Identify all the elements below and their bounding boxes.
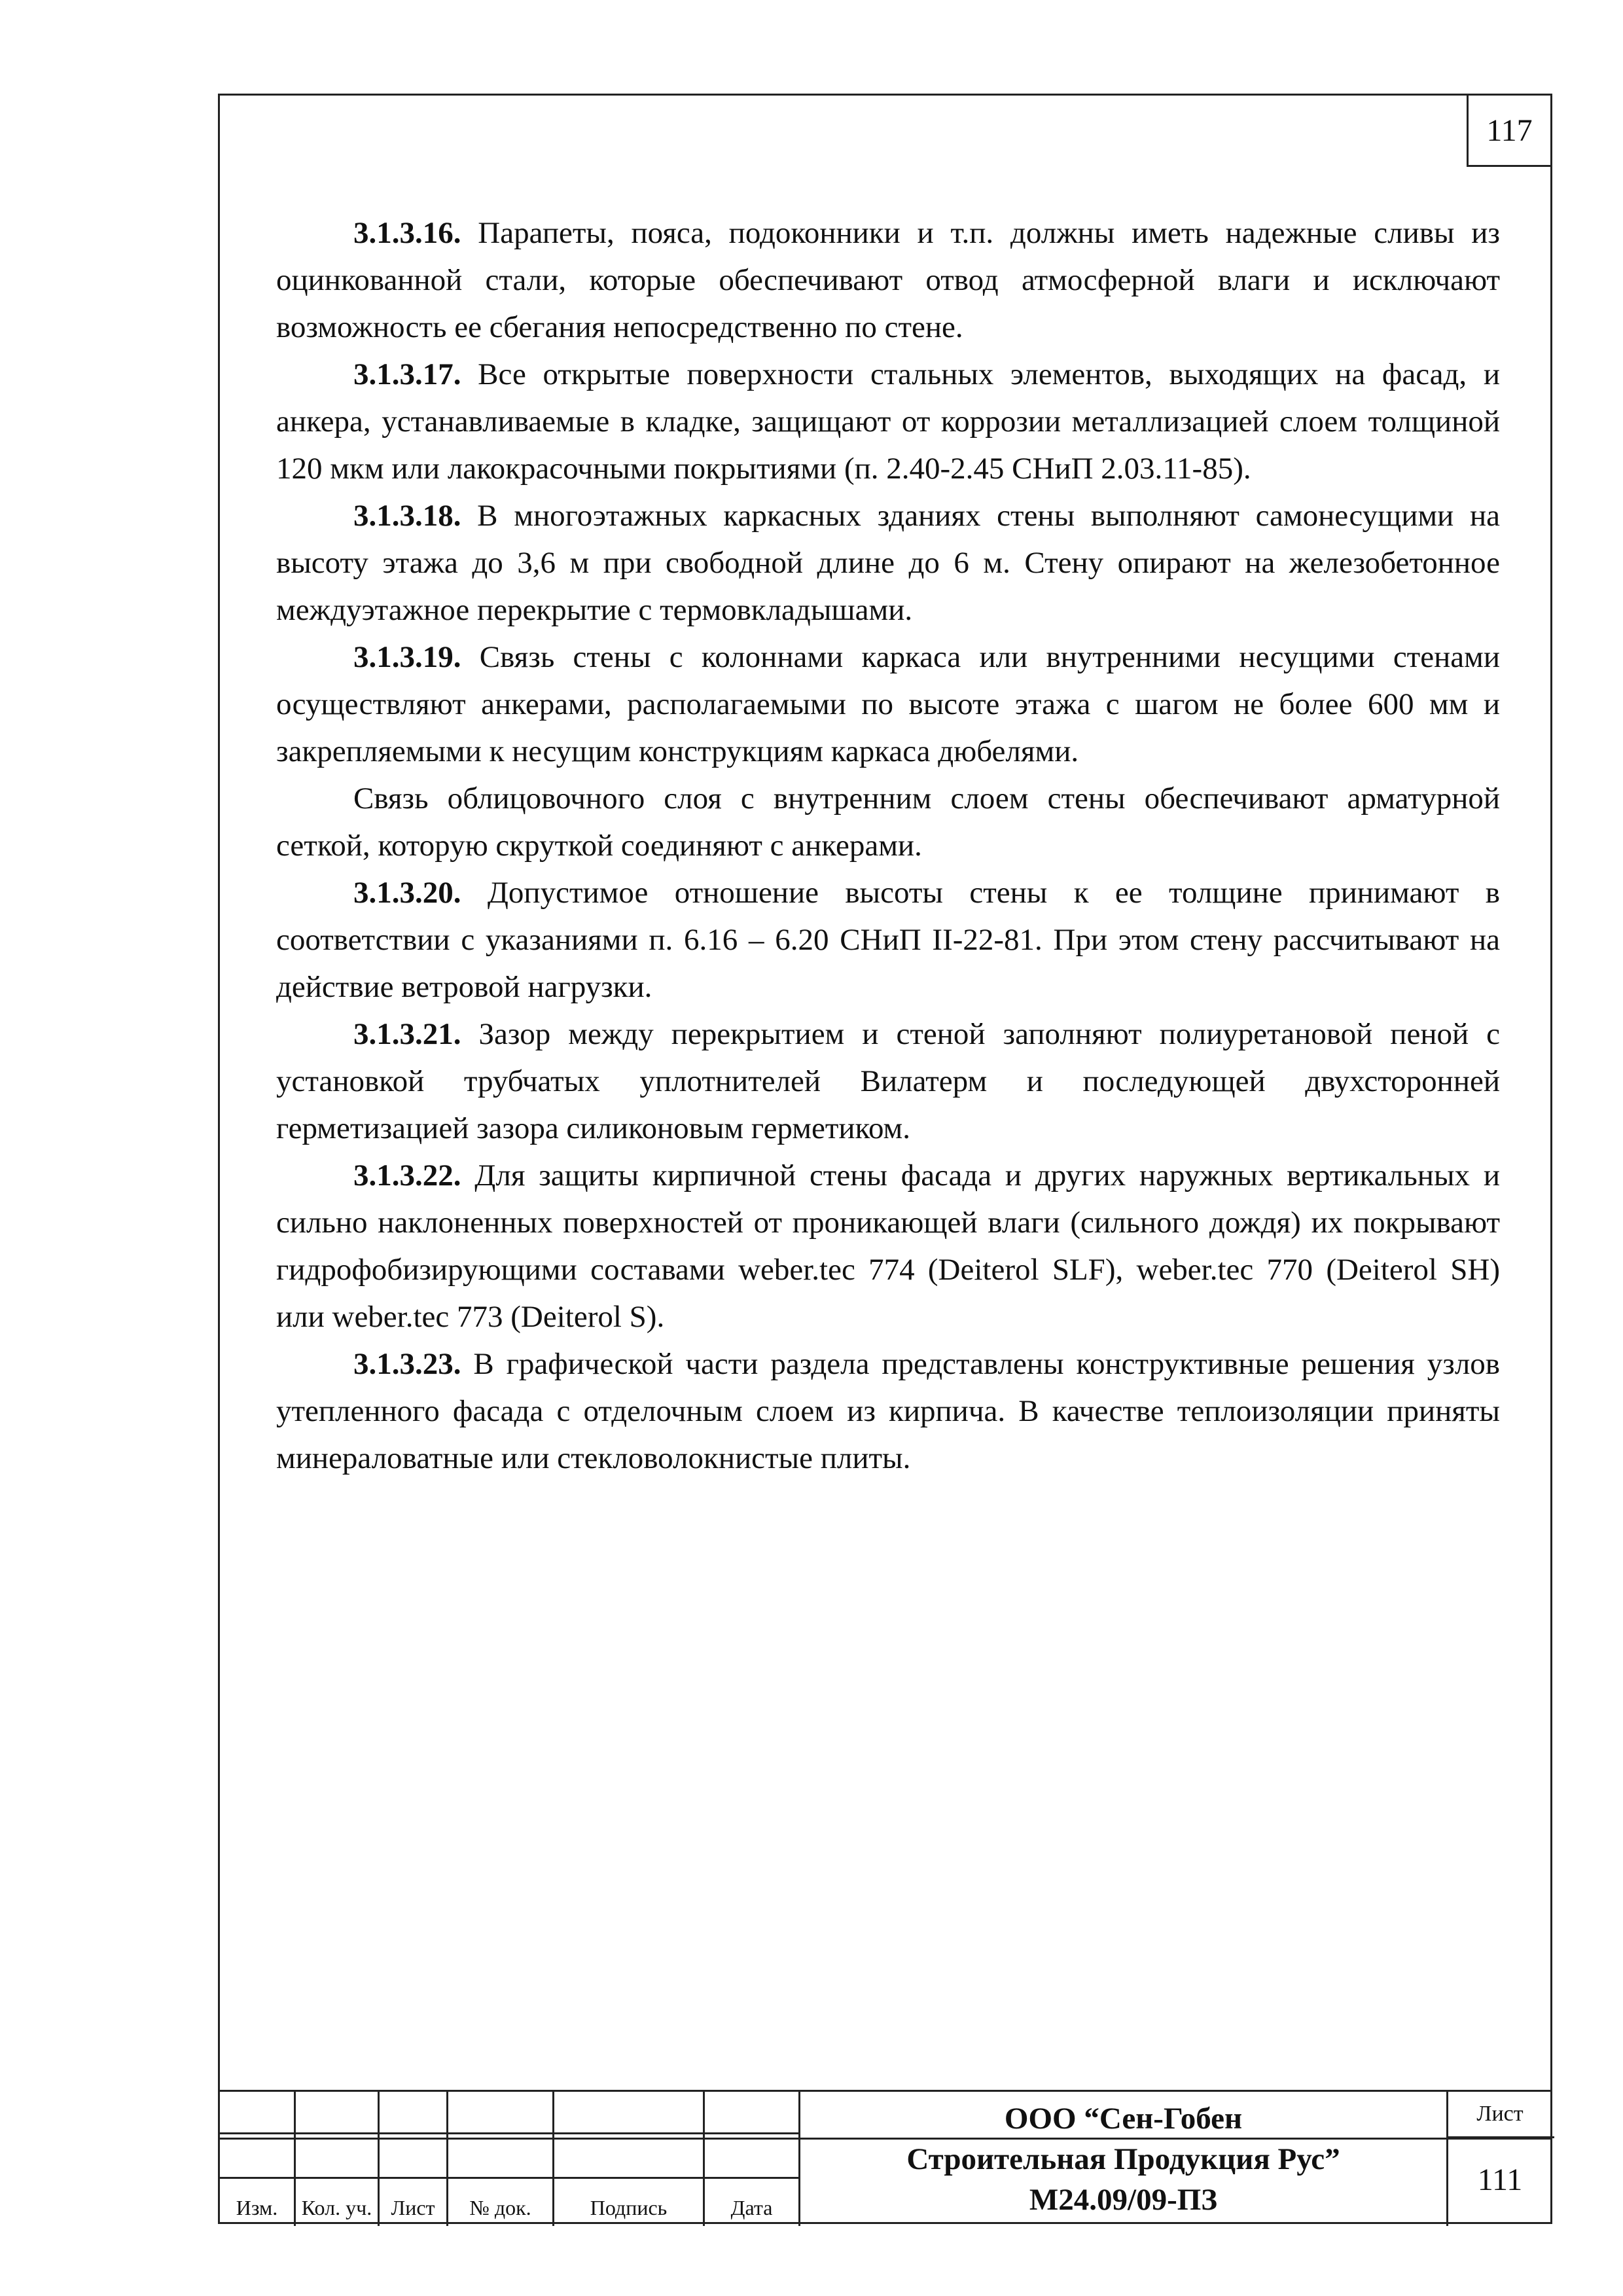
paragraph-text: Все открытые поверхности стальных элементов, выходящих на фасад, и анкера, устанавливаемые в кладке, защищают от коррозии металлизацией слоем толщиной 120 мкм или лакокрасочными покрытиями (п. 2.40-2.45 СНиП 2.03.11-85). [276, 357, 1500, 486]
clause-number: 3.1.3.18. [353, 499, 461, 533]
grid-line [220, 2177, 800, 2179]
paragraph-3-1-3-21 [276, 1011, 1500, 1152]
paragraph-3-1-3-20 [276, 869, 1500, 1011]
clause-number: 3.1.3.22. [353, 1158, 461, 1193]
page-number-text: 117 [1486, 113, 1533, 148]
paragraph-text: Зазор между перекрытием и стеной заполняют полиуретановой пеной с установкой трубчатых уплотнителей Вилатерм и последующей двухсторонней герметизацией зазора силиконовым герметиком. [276, 1017, 1500, 1145]
paragraph-3-1-3-19 [276, 634, 1500, 775]
clause-number: 3.1.3.20. [353, 876, 461, 910]
sheet-number: 111 [1477, 2162, 1523, 2197]
title-block [218, 2090, 1552, 2224]
clause-number: 3.1.3.16. [353, 216, 461, 250]
clause-number: 3.1.3.23. [353, 1347, 461, 1381]
document-body [276, 209, 1500, 1482]
clause-number: 3.1.3.17. [353, 357, 461, 391]
paragraph-3-1-3-17 [276, 351, 1500, 492]
title-line-1: ООО “Сен-Гобен [1004, 2101, 1243, 2136]
col-doc-number: № док. [469, 2196, 531, 2219]
paragraph-3-1-3-23 [276, 1340, 1500, 1482]
col-date: Дата [730, 2196, 773, 2219]
paragraph-text: Допустимое отношение высоты стены к ее толщине принимают в соответствии с указаниями п. 6.16 – 6.20 СНиП II-22-81. При этом стену рассчитывают на действие ветровой нагрузки. [276, 876, 1500, 1004]
paragraph-text: Парапеты, пояса, подоконники и т.п. должны иметь надежные сливы из оцинкованной стали, которые обеспечивают отвод атмосферной влаги и исключают возможность ее сбегания непосредственно по стене. [276, 216, 1500, 344]
paragraph-3-1-3-16 [276, 209, 1500, 351]
col-kol-uch: Кол. уч. [301, 2196, 372, 2219]
page-number [1467, 94, 1552, 167]
paragraph-text: В многоэтажных каркасных зданиях стены выполняют самонесущими на высоту этажа до 3,6 м при свободной длине до 6 м. Стену опирают на железобетонное междуэтажное перекрытие с термовкладышами. [276, 499, 1500, 627]
paragraph-text: В графической части раздела представлены конструктивные решения узлов утепленного фасада с отделочным слоем из кирпича. В качестве теплоизоляции приняты минераловатные или стекловолокнистые плиты. [276, 1347, 1500, 1475]
grid-line [220, 2132, 800, 2134]
clause-number: 3.1.3.19. [353, 640, 461, 674]
paragraph-text: Связь стены с колоннами каркаса или внутренними несущими стенами осуществляют анкерами, располагаемыми по высоте этажа с шагом не более 600 мм и закрепляемыми к несущим конструкциям каркаса дюбелями. [276, 640, 1500, 768]
paragraph-cladding-link [276, 775, 1500, 869]
clause-number: 3.1.3.21. [353, 1017, 461, 1051]
document-title [800, 2092, 1446, 2226]
paragraph-text: Связь облицовочного слоя с внутренним слоем стены обеспечивают арматурной сеткой, которую скруткой соединяют с анкерами. [276, 781, 1500, 863]
col-list: Лист [391, 2196, 435, 2219]
sheet-label: Лист [1476, 2102, 1524, 2126]
paragraph-text: Для защиты кирпичной стены фасада и других наружных вертикальных и сильно наклоненных поверхностей от проникающей влаги (сильного дождя) их покрывают гидрофобизирующими составами weber.tec 774 (Deiterol SLF), weber.tec 770 (Deiterol SH) или weber.tec 773 (Deiterol S). [276, 1158, 1500, 1334]
col-izm: Изм. [236, 2196, 278, 2219]
title-line-2: Строительная Продукция Рус” [906, 2142, 1340, 2176]
title-line-3: М24.09/09-ПЗ [1029, 2182, 1218, 2217]
paragraph-3-1-3-18 [276, 492, 1500, 634]
paragraph-3-1-3-22 [276, 1152, 1500, 1340]
col-signature: Подпись [590, 2196, 668, 2219]
